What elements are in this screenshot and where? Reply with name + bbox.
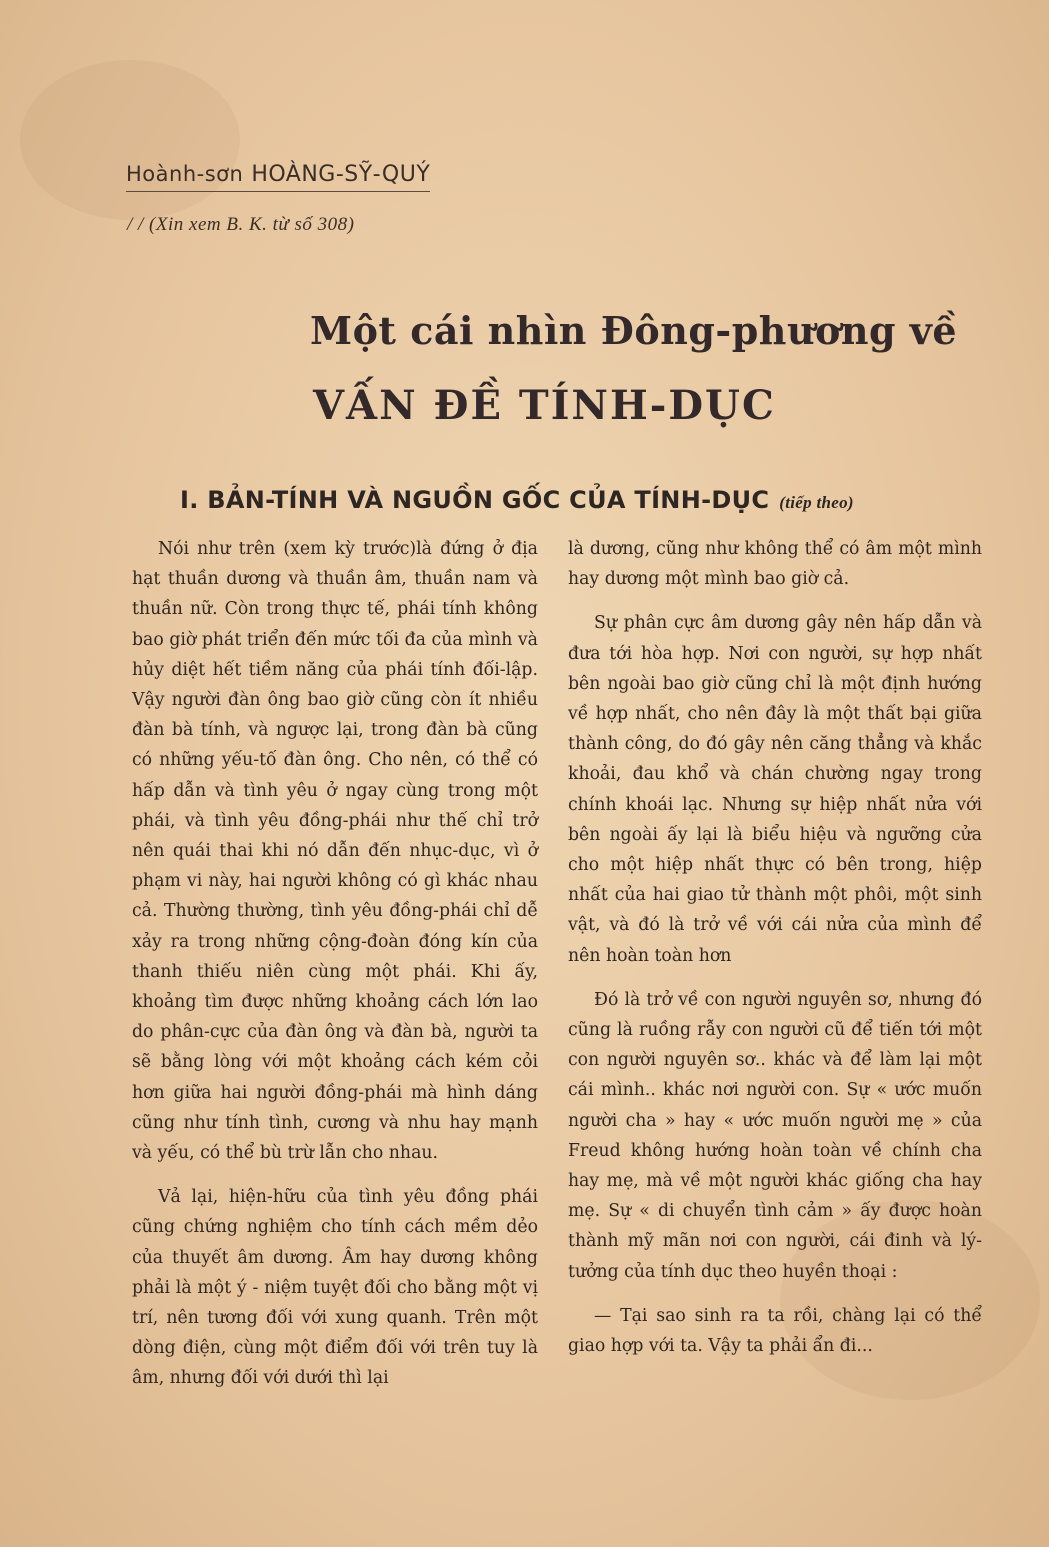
paragraph: là dương, cũng như không thể có âm một mình hay dương một mình bao giờ cả. — [568, 539, 982, 590]
article-title-line2: VẤN ĐỀ TÍNH-DỤC — [313, 382, 776, 429]
paragraph: Nói như trên (xem kỳ trước)là đứng ở địa hạt thuần dương và thuần âm, thuần nam và thuần nữ. Còn trong thực tế, phái tính không bao giờ phát triển đến mức tối đa của mình và hủy diệt hết tiềm năng của phái tính đối-lập. Vậy người đàn ông bao giờ cũng còn ít nhiều đàn bà tính, và ngược lại, trong đàn bà cũng có những yếu-tố đàn ông. Cho nên, có thể có hấp dẫn và tình yêu ở ngay cùng trong một phái, và tình yêu đồng-phái như thế chỉ trở nên quái thai khi nó dẫn đến nhục-dục, vì ở phạm vi này, hai người không có gì khác nhau cả. Thường thường, tình yêu đồng-phái chỉ dễ xảy ra trong những cộng-đoàn đóng kín của thanh thiếu niên cùng một phái. Khi ấy, khoảng tìm được những khoảng cách lớn lao do phân-cực của đàn ông và đàn bà, người ta sẽ bằng lòng với một khoảng cách kém cỏi hơn giữa hai người đồng-phái mà hình dáng cũng như tính tình, cương và nhu hay mạnh và yếu, có thể bù trừ lẫn cho nhau. — [132, 539, 538, 1164]
author-name: HOÀNG-SỸ-QUÝ — [251, 162, 431, 187]
author-line — [126, 162, 430, 192]
reference-note: / / (Xin xem B. K. từ số 308) — [127, 214, 355, 235]
right-column — [568, 534, 982, 1375]
author-prefix: Hoành-sơn — [126, 162, 244, 186]
article-title-line1: Một cái nhìn Đông-phương về — [310, 308, 958, 353]
paragraph: Sự phân cực âm dương gây nên hấp dẫn và đưa tới hòa hợp. Nơi con người, sự hợp nhất bên ngoài bao giờ cũng chỉ là một định hướng về hợp nhất, cho nên đây là một thất bại giữa thành công, do đó gây nên căng thẳng và khắc khoải, đau khổ và chán chường ngay trong chính khoái lạc. Nhưng sự hiệp nhất nửa với bên ngoài ấy lại là biểu hiệu và ngưỡng cửa cho một hiệp nhất thực có bên trong, hiệp nhất của hai giao tử thành một phôi, một sinh vật, và đó là trở về với cái nửa của mình để nên hoàn toàn hơn — [568, 613, 982, 966]
left-column — [132, 534, 538, 1408]
paragraph: — Tại sao sinh ra ta rồi, chàng lại có thể giao hợp với ta. Vậy ta phải ẩn đi... — [568, 1305, 982, 1357]
paragraph: Đó là trở về con người nguyên sơ, nhưng đó cũng là ruồng rẫy con người cũ để tiến tới một con người nguyên sơ.. khác và để làm lại một cái mình.. khác nơi người con. Sự « ước muốn người cha » hay « ước muốn người mẹ » của Freud không hướng hoàn toàn về chính cha hay mẹ, mà về một người khác giống cha hay mẹ. Sự « di chuyển tình cảm » ấy được hoàn thành mỹ mãn nơi con người, cái đinh và lý-tưởng của tính dục theo huyền thoại : — [568, 989, 982, 1282]
paragraph: Vả lại, hiện-hữu của tình yêu đồng phái cũng chứng nghiệm cho tính cách mềm dẻo của thuyết âm dương. Âm hay dương không phải là một ý - niệm tuyệt đối cho bằng một vị trí, nên tương đối với xung quanh. Trên một dòng điện, cùng một điểm đối với trên tuy là âm, nhưng đối với dưới thì lại — [132, 1187, 538, 1389]
paper-stain — [20, 60, 240, 220]
section-heading-tag: (tiếp theo) — [779, 493, 854, 512]
section-heading-text: I. BẢN-TÍNH VÀ NGUỒN GỐC CỦA TÍNH-DỤC — [180, 486, 770, 514]
section-heading — [180, 486, 854, 514]
